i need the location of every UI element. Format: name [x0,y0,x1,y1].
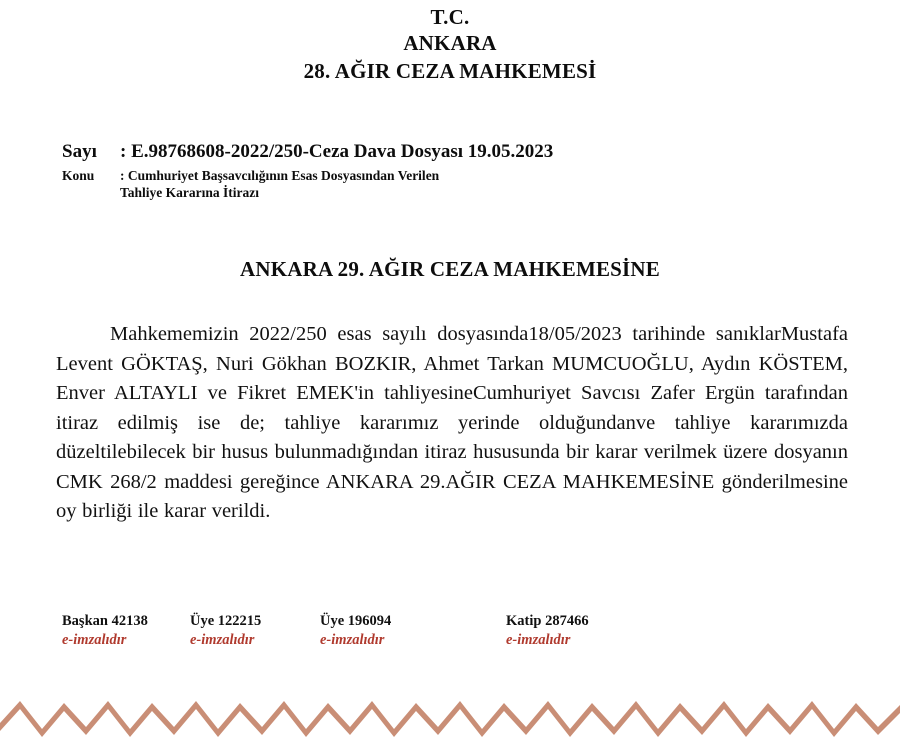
header-republic-line: T.C. [430,5,470,29]
signature-block [190,612,320,649]
torn-edge-shape [0,677,900,737]
konu-value-line-1: : Cumhuriyet Başsavcılığının Esas Dosyasından Verilen [120,168,440,183]
signature-title: Üye 196094 [320,613,392,629]
sayi-value: : E.98768608-2022/250-Ceza Dava Dosyası 19.05.2023 [120,141,554,162]
signature-title: Başkan 42138 [62,613,148,629]
signature-block [62,612,190,649]
sayi-label: Sayı [62,141,97,162]
header-court-line: 28. AĞIR CEZA MAHKEMESİ [303,59,597,83]
signature-esign-label: e-imzalıdır [190,632,255,648]
signature-title: Katip 287466 [506,613,589,629]
konu-value [120,167,439,201]
header-city-line: ANKARA [403,31,497,55]
signature-esign-label: e-imzalıdır [62,632,127,648]
signature-row [62,612,840,649]
body-paragraph: Mahkememizin 2022/250 esas sayılı dosyasında18/05/2023 tarihinde sanıklarMustafa Levent GÖKTAŞ, Nuri Gökhan BOZKIR, Ahmet Tarkan MUMCUOĞLU, Aydın KÖSTEM, Enver ALTAYLI ve Fikret EMEK'in tahliyesineCumhuriyet Savcısı Zafer Ergün tarafından itiraz edilmiş ise de; tahliye kararımız yerinde olduğundanve tahliye kararımızda düzeltilebilecek bir husus bulunmadığından itiraz hususunda bir karar verilmek üzere dosyanın CMK 268/2 maddesi gereğince ANKARA 29.AĞIR CEZA MAHKEMESİNE gönderilmesine oy birliği ile karar verildi. [56,323,848,522]
signature-esign-label: e-imzalıdır [506,632,571,648]
signature-block [506,612,666,649]
meta-row-konu [62,167,900,201]
signature-title: Üye 122215 [190,613,262,629]
signature-esign-label: e-imzalıdır [320,632,385,648]
meta-row-sayi [62,141,900,163]
torn-paper-edge [0,677,900,737]
konu-value-line-2: Tahliye Kararına İtirazı [120,185,259,200]
konu-label: Konu [62,168,95,183]
document-meta-block [0,141,900,201]
addressee-heading: ANKARA 29. AĞIR CEZA MAHKEMESİNE [239,257,661,281]
signature-block [320,612,506,649]
document-header [0,0,900,85]
